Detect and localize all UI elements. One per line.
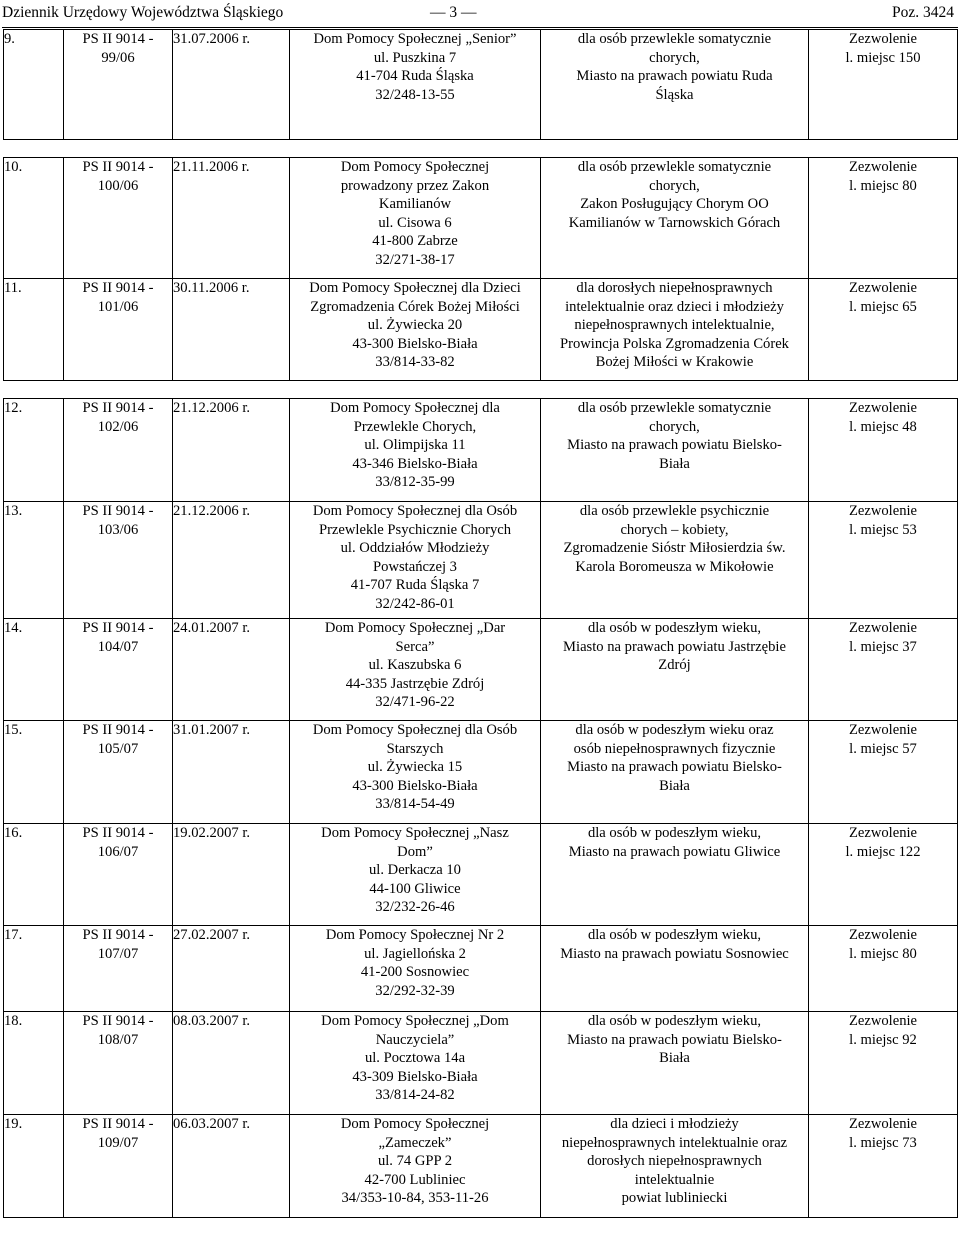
cell-line: PS II 9014 - [82,503,154,519]
entry-number: 14. [4,619,64,721]
facility-name-address [290,926,541,1012]
cell-line: Zgromadzenia Córek Bożej Miłości [310,298,520,315]
cell-line: 107/07 [97,945,139,962]
cell-line: PS II 9014 - [82,1116,154,1132]
cell-line: chorych – kobiety, [620,521,729,538]
facility-name-address [290,824,541,926]
decision-date: 31.01.2007 r. [173,721,290,824]
cell-line: Miasto na prawach powiatu Bielsko- [567,1031,782,1048]
cell-line: ul. Pocztowa 14a [364,1050,466,1067]
cell-line: dla osób w podeszłym wieku, [587,620,762,636]
cell-line: intelektualnie oraz dzieci i młodzieży [565,298,784,315]
cell-line: Powstańczej 3 [373,558,457,575]
cell-line: Kamilianów [378,196,452,213]
cell-line: 43-346 Bielsko-Biała [352,455,478,472]
cell-line: 41-200 Sosnowiec [360,964,470,981]
decision-date: 31.07.2006 r. [173,30,290,140]
cell-line: „Zameczek” [378,1134,452,1151]
cell-line: 103/06 [97,521,139,538]
cell-line: Dom Pomocy Społecznej dla [330,400,500,416]
cell-line: l. miejsc 65 [849,298,917,315]
facility-profile [541,619,809,721]
journal-title: Dziennik Urzędowy Województwa Śląskiego [2,4,284,21]
cell-line: Miasto na prawach powiatu Jastrzębie [563,638,786,655]
facility-profile [541,1012,809,1115]
cell-line: dla osób w podeszłym wieku, [587,825,762,841]
permit-info [809,721,958,824]
cell-line: Serca” [395,638,435,655]
cell-line: l. miejsc 37 [849,638,917,655]
entry-number: 18. [4,1012,64,1115]
cell-line: Miasto na prawach powiatu Bielsko- [567,437,782,454]
facility-profile [541,926,809,1012]
case-reference [64,30,173,140]
page-number: — 3 — [430,4,477,21]
table-row [4,721,958,824]
cell-line: niepełnosprawnych intelektualnie oraz [561,1134,788,1151]
header-rule [2,27,958,28]
cell-line: dla osób w podeszłym wieku oraz [575,722,774,738]
table-row [4,1012,958,1115]
cell-line: 41-707 Ruda Śląska 7 [350,577,480,594]
entry-number: 12. [4,399,64,502]
permit-info [809,1115,958,1218]
facility-name-address [290,399,541,502]
case-reference [64,279,173,381]
entry-number: 9. [4,30,64,140]
cell-line: PS II 9014 - [82,722,154,738]
cell-line: dla osób przewlekle somatycznie [577,31,772,47]
cell-line: 44-335 Jastrzębie Zdrój [345,675,485,692]
table-row [4,1115,958,1218]
cell-line: PS II 9014 - [82,1013,154,1029]
decision-date: 06.03.2007 r. [173,1115,290,1218]
cell-line: 105/07 [97,740,139,757]
cell-line: ul. Żywiecka 20 [367,317,463,334]
cell-line: 41-800 Zabrze [372,233,458,250]
facility-profile [541,502,809,619]
cell-line: powiat lubliniecki [621,1190,728,1207]
cell-line: ul. Oddziałów Młodzieży [340,540,490,557]
cell-line: ul. Kaszubska 6 [368,657,462,674]
cell-line: 42-700 Lubliniec [364,1171,466,1188]
facility-name-address [290,279,541,381]
cell-line: Zezwolenie [848,1116,918,1132]
cell-line: Dom Pomocy Społecznej dla Dzieci [309,280,521,296]
cell-line: PS II 9014 - [82,927,154,943]
cell-line: 32/471-96-22 [375,694,455,711]
cell-line: dla osób przewlekle psychicznie [579,503,770,519]
cell-line: Zezwolenie [848,280,918,296]
cell-line: Dom Pomocy Społecznej „Senior” [313,31,517,47]
cell-line: 34/353-10-84, 353-11-26 [341,1190,489,1207]
cell-line: PS II 9014 - [82,280,154,296]
cell-line: 101/06 [97,298,139,315]
page-header [0,0,960,29]
cell-line: Dom Pomocy Społecznej „Dom [321,1013,509,1029]
entry-number: 10. [4,158,64,279]
cell-line: ul. Cisowa 6 [378,214,452,231]
facility-name-address [290,721,541,824]
group-spacer [4,140,958,158]
cell-line: dla osób przewlekle somatycznie [577,400,772,416]
register-table [3,29,958,1218]
cell-line: PS II 9014 - [82,620,154,636]
facility-name-address [290,619,541,721]
cell-line: Miasto na prawach powiatu Gliwice [568,843,781,860]
cell-line: dla osób przewlekle somatycznie [577,159,772,175]
cell-line: 41-704 Ruda Śląska [356,68,474,85]
cell-line: l. miejsc 57 [849,740,917,757]
permit-info [809,926,958,1012]
cell-line: 106/07 [97,843,139,860]
decision-date: 21.11.2006 r. [173,158,290,279]
cell-line: 43-309 Bielsko-Biała [352,1068,478,1085]
facility-profile [541,158,809,279]
cell-line: Nauczyciela” [375,1031,455,1048]
table-row [4,158,958,279]
cell-line: Biała [659,455,690,472]
cell-line: l. miejsc 53 [849,521,917,538]
cell-line: 33/814-24-82 [375,1087,455,1104]
cell-line: 32/271-38-17 [375,251,455,268]
facility-name-address [290,1012,541,1115]
facility-profile [541,279,809,381]
cell-line: Zezwolenie [848,825,918,841]
case-reference [64,399,173,502]
table-row [4,279,958,381]
cell-line: dla dorosłych niepełnosprawnych [576,280,773,296]
cell-line: 33/814-54-49 [375,796,455,813]
cell-line: 99/06 [101,49,135,66]
cell-line: ul. Derkacza 10 [369,862,461,879]
permit-info [809,824,958,926]
entry-number: 15. [4,721,64,824]
permit-info [809,30,958,140]
entry-number: 13. [4,502,64,619]
permit-info [809,502,958,619]
cell-line: Karola Boromeusza w Mikołowie [575,558,774,575]
case-reference [64,502,173,619]
entry-number: 16. [4,824,64,926]
cell-line: 33/812-35-99 [375,474,455,491]
entry-number: 19. [4,1115,64,1218]
cell-line: Zezwolenie [848,31,918,47]
case-reference [64,1012,173,1115]
facility-name-address [290,30,541,140]
cell-line: Dom Pomocy Społecznej Nr 2 [325,927,505,943]
cell-line: l. miejsc 73 [849,1134,917,1151]
cell-line: Dom Pomocy Społecznej dla Osób [312,722,518,738]
cell-line: osób niepełnosprawnych fizycznie [573,740,776,757]
cell-line: l. miejsc 92 [849,1031,917,1048]
cell-line: ul. Puszkina 7 [373,49,457,66]
cell-line: Miasto na prawach powiatu Bielsko- [567,759,782,776]
decision-date: 27.02.2007 r. [173,926,290,1012]
position-number: Poz. 3424 [892,4,954,21]
cell-line: ul. Jagiellońska 2 [364,945,466,962]
cell-line: PS II 9014 - [82,159,154,175]
facility-profile [541,30,809,140]
cell-line: l. miejsc 48 [849,418,917,435]
cell-line: dorosłych niepełnosprawnych [587,1153,762,1170]
cell-line: Zakon Posługujący Chorym OO [580,196,769,213]
permit-info [809,279,958,381]
table-row [4,926,958,1012]
cell-line: Kamilianów w Tarnowskich Górach [568,214,781,231]
cell-line: 32/242-86-01 [375,595,455,612]
cell-line: Miasto na prawach powiatu Ruda [576,68,773,85]
decision-date: 21.12.2006 r. [173,399,290,502]
decision-date: 30.11.2006 r. [173,279,290,381]
decision-date: 21.12.2006 r. [173,502,290,619]
table-row [4,824,958,926]
cell-line: PS II 9014 - [82,825,154,841]
permit-info [809,1012,958,1115]
cell-line: Dom Pomocy Społecznej [340,159,490,175]
cell-line: Biała [659,1050,690,1067]
cell-line: 32/232-26-46 [375,899,455,916]
cell-line: 43-300 Bielsko-Biała [352,335,478,352]
cell-line: 108/07 [97,1031,139,1048]
cell-line: chorych, [649,49,700,66]
table-row [4,619,958,721]
cell-line: 33/814-33-82 [375,354,455,371]
case-reference [64,824,173,926]
cell-line: chorych, [649,177,700,194]
cell-line: PS II 9014 - [82,31,154,47]
cell-line: 100/06 [97,177,139,194]
cell-line: ul. Olimpijska 11 [364,437,466,454]
cell-line: Śląska [655,86,694,103]
case-reference [64,619,173,721]
decision-date: 19.02.2007 r. [173,824,290,926]
cell-line: l. miejsc 150 [845,49,921,66]
cell-line: Zgromadzenie Sióstr Miłosierdzia św. [563,540,786,557]
case-reference [64,1115,173,1218]
cell-line: Dom Pomocy Społecznej „Nasz [321,825,509,841]
cell-line: niepełnosprawnych intelektualnie, [574,317,775,334]
table-row [4,399,958,502]
cell-line: chorych, [649,418,700,435]
cell-line: Zezwolenie [848,159,918,175]
cell-line: Dom Pomocy Społecznej dla Osób [312,503,518,519]
facility-profile [541,721,809,824]
cell-line: ul. Żywiecka 15 [367,759,463,776]
permit-info [809,399,958,502]
cell-line: Zezwolenie [848,400,918,416]
cell-line: 43-300 Bielsko-Biała [352,777,478,794]
cell-line: l. miejsc 122 [845,843,921,860]
cell-line: l. miejsc 80 [849,177,917,194]
cell-line: Zezwolenie [848,927,918,943]
cell-line: Dom” [397,843,433,860]
facility-name-address [290,502,541,619]
cell-line: Przewlekle Chorych, [353,418,477,435]
cell-line: dla osób w podeszłym wieku, [587,927,762,943]
cell-line: Prowincja Polska Zgromadzenia Córek [560,335,789,352]
decision-date: 24.01.2007 r. [173,619,290,721]
cell-line: intelektualnie [634,1171,715,1188]
facility-profile [541,399,809,502]
cell-line: prowadzony przez Zakon [340,177,490,194]
cell-line: 102/06 [97,418,139,435]
facility-profile [541,1115,809,1218]
group-spacer [4,381,958,399]
cell-line: Zdrój [658,657,691,674]
cell-line: 32/292-32-39 [375,982,455,999]
facility-name-address [290,1115,541,1218]
cell-line: Dom Pomocy Społecznej [340,1116,490,1132]
cell-line: Miasto na prawach powiatu Sosnowiec [560,945,789,962]
entry-number: 11. [4,279,64,381]
case-reference [64,926,173,1012]
cell-line: Bożej Miłości w Krakowie [595,354,754,371]
cell-line: 32/248-13-55 [375,86,455,103]
cell-line: 109/07 [97,1134,139,1151]
entry-number: 17. [4,926,64,1012]
cell-line: ul. 74 GPP 2 [377,1153,453,1170]
cell-line: l. miejsc 80 [849,945,917,962]
permit-info [809,619,958,721]
cell-line: Zezwolenie [848,722,918,738]
cell-line: 104/07 [97,638,139,655]
facility-profile [541,824,809,926]
cell-line: Przewlekle Psychicznie Chorych [318,521,512,538]
table-row [4,30,958,140]
cell-line: dla dzieci i młodzieży [610,1116,739,1132]
cell-line: Zezwolenie [848,1013,918,1029]
cell-line: Dom Pomocy Społecznej „Dar [324,620,506,636]
case-reference [64,158,173,279]
cell-line: Biała [659,777,690,794]
case-reference [64,721,173,824]
table-row [4,502,958,619]
cell-line: Zezwolenie [848,503,918,519]
cell-line: dla osób w podeszłym wieku, [587,1013,762,1029]
cell-line: PS II 9014 - [82,400,154,416]
cell-line: Starszych [386,740,444,757]
cell-line: Zezwolenie [848,620,918,636]
permit-info [809,158,958,279]
facility-name-address [290,158,541,279]
cell-line: 44-100 Gliwice [369,880,461,897]
decision-date: 08.03.2007 r. [173,1012,290,1115]
